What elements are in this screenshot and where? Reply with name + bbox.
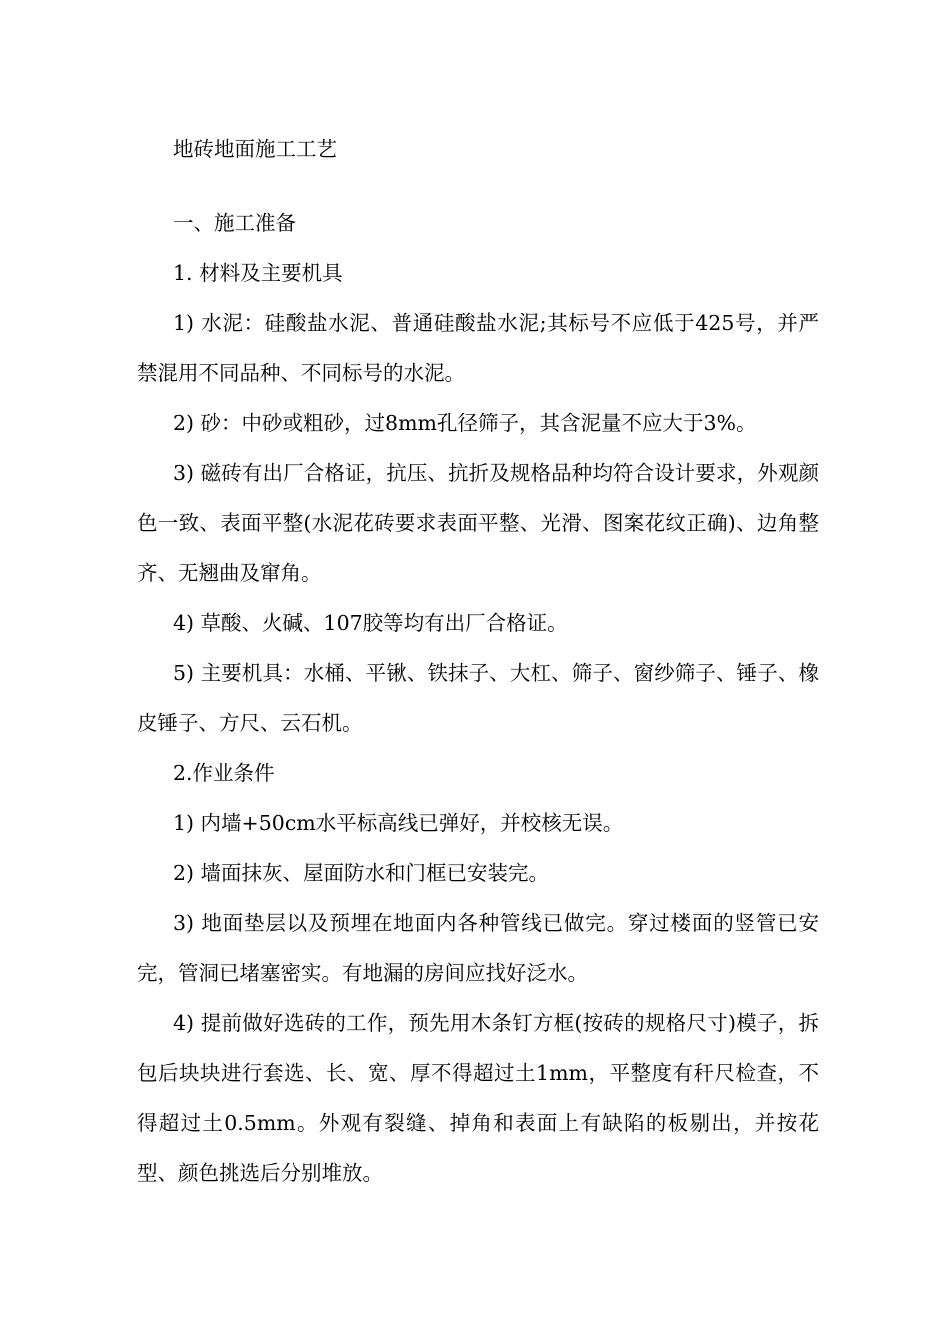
paragraph-plastering: 2) 墙面抹灰、屋面防水和门框已安装完。 xyxy=(173,861,550,885)
paragraph-tiles: 3) 磁砖有出厂合格证，抗压、抗折及规格品种均符合设计要求，外观颜色一致、表面平整(水泥花砖要求表面平整、光滑、图案花纹正确)、边角整齐、无翘曲及窜角。 xyxy=(137,461,819,585)
paragraph-chemicals: 4) 草酸、火碱、107胶等均有出厂合格证。 xyxy=(173,611,568,635)
paragraph-cushion-layer: 3) 地面垫层以及预埋在地面内各种管线已做完。穿过楼面的竖管已安完，管洞已堵塞密实。有地漏的房间应找好泛水。 xyxy=(137,911,819,985)
document-title: 地砖地面施工工艺 xyxy=(173,137,337,161)
section-heading-construction-preparation: 一、施工准备 xyxy=(173,211,296,235)
paragraph-main-tools: 5) 主要机具：水桶、平锹、铁抹子、大杠、筛子、窗纱筛子、锤子、橡皮锤子、方尺、云石机。 xyxy=(137,661,819,735)
paragraph-tile-selection: 4) 提前做好选砖的工作，预先用木条钉方框(按砖的规格尺寸)模子，拆包后块块进行套选、长、宽、厚不得超过土1mm，平整度有秆尺检查，不得超过土0.5mm。外观有裂缝、掉角和表面上有缺陷的板剔出，并按花型、颜色挑选后分别堆放。 xyxy=(137,1011,819,1185)
subsection-heading-work-conditions: 2.作业条件 xyxy=(173,761,275,785)
paragraph-level-line: 1) 内墙+50cm水平标高线已弹好，并校核无误。 xyxy=(173,811,624,835)
subsection-heading-materials-tools: 1. 材料及主要机具 xyxy=(173,261,343,285)
document-body xyxy=(137,124,819,1198)
paragraph-sand: 2) 砂：中砂或粗砂，过8mm孔径筛子，其含泥量不应大于3%。 xyxy=(173,411,757,435)
paragraph-cement: 1) 水泥：硅酸盐水泥、普通硅酸盐水泥;其标号不应低于425号，并严禁混用不同品种、不同标号的水泥。 xyxy=(137,311,819,385)
